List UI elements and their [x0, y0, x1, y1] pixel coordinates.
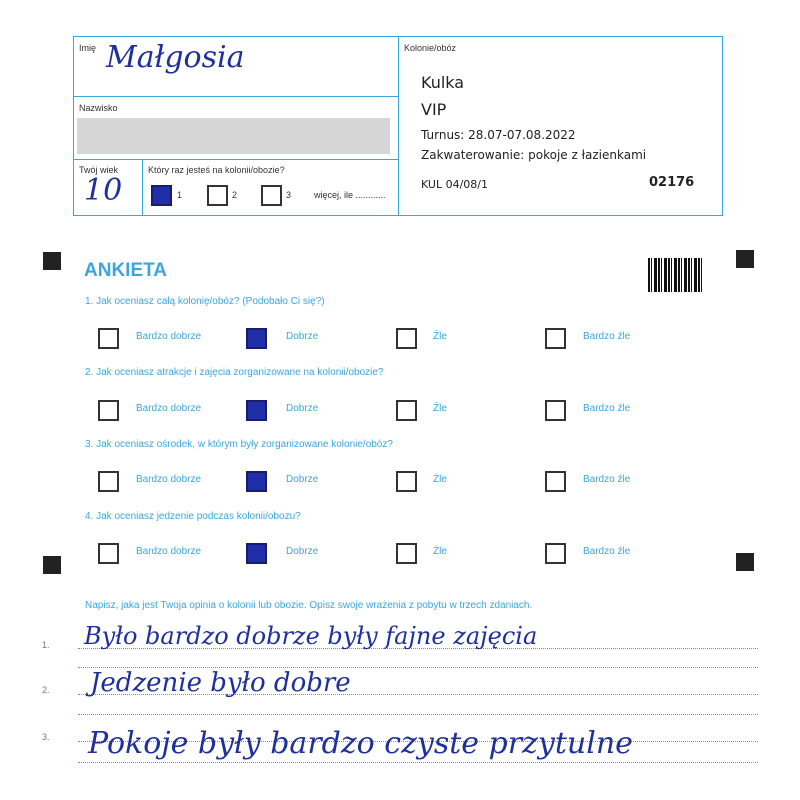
writing-line-2b: [78, 714, 758, 715]
registration-marker-bottom-right: [736, 553, 754, 571]
question-2: 2. Jak oceniasz atrakcje i zajęcia zorganizowane na kolonii/obozie?: [85, 367, 384, 378]
q1-option-label-2: Dobrze: [286, 331, 319, 342]
ktory-raz-label: Który raz jesteś na kolonii/obozie?: [148, 165, 285, 175]
line-number-3: 3.: [42, 732, 50, 742]
q2-option-label-2: Dobrze: [286, 403, 319, 414]
code-text: KUL 04/08/1: [421, 178, 488, 191]
q3-option-label-2: Dobrze: [286, 474, 319, 485]
q3-checkbox-4[interactable]: [545, 471, 566, 492]
answer-line-2[interactable]: Jedzenie było dobre: [90, 668, 351, 698]
line-number-1: 1.: [42, 640, 50, 650]
q3-option-label-3: Źle: [433, 474, 447, 485]
header-divider-1: [73, 96, 399, 97]
wiek-value[interactable]: 10: [84, 173, 123, 208]
imie-label: Imię: [79, 43, 97, 53]
question-1: 1. Jak oceniasz całą kolonię/obóz? (Podobało Ci się?): [85, 296, 325, 307]
q3-checkbox-2[interactable]: [246, 471, 267, 492]
q4-option-label-2: Dobrze: [286, 546, 319, 557]
q2-checkbox-2[interactable]: [246, 400, 267, 421]
zakwaterowanie-text: Zakwaterowanie: pokoje z łazienkami: [421, 148, 647, 162]
q3-checkbox-1[interactable]: [98, 471, 119, 492]
q4-option-label-4: Bardzo źle: [583, 546, 631, 557]
header-divider-2: [73, 159, 399, 160]
header-divider-vertical: [398, 36, 399, 215]
q1-option-label-4: Bardzo źle: [583, 331, 631, 342]
registration-marker-bottom-left: [43, 556, 61, 574]
q2-checkbox-3[interactable]: [396, 400, 417, 421]
ktory-raz-option-1: 1: [177, 190, 183, 200]
q3-option-label-4: Bardzo źle: [583, 474, 631, 485]
q2-option-label-1: Bardzo dobrze: [136, 403, 202, 414]
ktory-raz-option-more: więcej, ile ............: [314, 190, 386, 200]
answer-line-1[interactable]: Było bardzo dobrze były fajne zajęcia: [84, 622, 538, 650]
question-3: 3. Jak oceniasz ośrodek, w którym były zorganizowane kolonie/obóz?: [85, 439, 393, 450]
ktory-raz-checkbox-3[interactable]: [261, 185, 282, 206]
barcode: [648, 258, 702, 292]
kolonia-name: Kulka: [421, 73, 465, 92]
q1-checkbox-4[interactable]: [545, 328, 566, 349]
kolonia-label: Kolonie/obóz: [404, 43, 457, 53]
turnus-text: Turnus: 28.07-07.08.2022: [421, 128, 576, 142]
q4-checkbox-4[interactable]: [545, 543, 566, 564]
nazwisko-redacted: [77, 118, 390, 154]
ktory-raz-checkbox-1[interactable]: [151, 185, 172, 206]
q1-checkbox-1[interactable]: [98, 328, 119, 349]
q1-option-label-1: Bardzo dobrze: [136, 331, 202, 342]
q1-checkbox-3[interactable]: [396, 328, 417, 349]
ktory-raz-checkbox-2[interactable]: [207, 185, 228, 206]
ktory-raz-option-3: 3: [286, 190, 292, 200]
ktory-raz-option-2: 2: [232, 190, 238, 200]
q3-option-label-1: Bardzo dobrze: [136, 474, 202, 485]
q4-option-label-3: Źle: [433, 546, 447, 557]
form-number: 02176: [649, 175, 695, 190]
q4-checkbox-1[interactable]: [98, 543, 119, 564]
opinion-prompt: Napisz, jaka jest Twoja opinia o kolonii lub obozie. Opisz swoje wrażenia z pobytu w trzech zdaniach.: [85, 600, 533, 611]
q4-checkbox-3[interactable]: [396, 543, 417, 564]
imie-value[interactable]: Małgosia: [106, 40, 245, 75]
registration-marker-top-left: [43, 252, 61, 270]
q4-checkbox-2[interactable]: [246, 543, 267, 564]
q2-option-label-4: Bardzo źle: [583, 403, 631, 414]
wiek-label: Twój wiek: [79, 165, 119, 175]
q1-option-label-3: Źle: [433, 331, 447, 342]
q3-checkbox-3[interactable]: [396, 471, 417, 492]
nazwisko-label: Nazwisko: [79, 103, 118, 113]
q2-checkbox-1[interactable]: [98, 400, 119, 421]
q2-option-label-3: Źle: [433, 403, 447, 414]
q4-option-label-1: Bardzo dobrze: [136, 546, 202, 557]
registration-marker-top-right: [736, 250, 754, 268]
question-4: 4. Jak oceniasz jedzenie podczas kolonii/obozu?: [85, 511, 301, 522]
kolonia-type: VIP: [421, 100, 447, 119]
q1-checkbox-2[interactable]: [246, 328, 267, 349]
header-divider-3: [142, 159, 143, 215]
survey-title: ANKIETA: [84, 260, 168, 281]
q2-checkbox-4[interactable]: [545, 400, 566, 421]
answer-line-3[interactable]: Pokoje były bardzo czyste przytulne: [88, 726, 633, 761]
writing-line-3b: [78, 762, 758, 763]
line-number-2: 2.: [42, 685, 50, 695]
